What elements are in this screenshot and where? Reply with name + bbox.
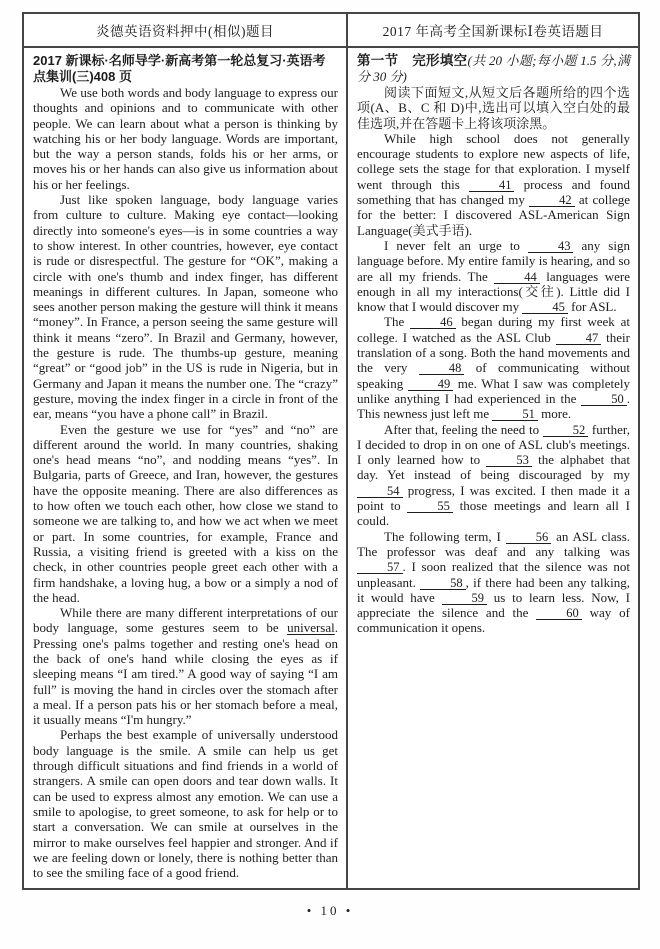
body-paragraph: We use both words and body language to express our thoughts and opinions and to communicate with other people. We can learn about what a person is thinking by watching his or her body language. Words are important, but the way a person stands, folds his or her arms, or moves his or her hands can also give us information about his or her feelings. bbox=[33, 85, 338, 192]
cloze-blank: 48 bbox=[419, 362, 465, 375]
cloze-blank: 53 bbox=[486, 454, 532, 467]
source-heading: 2017 新课标·名师导学·新高考第一轮总复习·英语考点集训(三)408 页 bbox=[33, 53, 326, 84]
left-passage bbox=[33, 85, 338, 880]
body-paragraph: The following term, I 56 an ASL class. The professor was deaf and any talking was 57 . I soon realized that the silence was not unpleasant. 58 , if there had been any talking, it would have 59 us to learn less. Now, I appreciate the silence and the 60 way of communication it opens. bbox=[357, 528, 631, 636]
body-paragraph: While high school does not generally encourage students to explore new aspects of life, college sets the stage for that exploration. I myself went through this 41 process and found something that has changed my 42 at college for the better: I discovered ASL-American Sign Language(美式手语). bbox=[357, 130, 630, 238]
cloze-blank: 50 bbox=[581, 393, 627, 406]
header-right-title: 2017 年高考全国新课标Ⅰ卷英语题目 bbox=[382, 24, 604, 39]
section-heading-score-note: (共 20 小题;每小题 1.5 分,满分 30 分) bbox=[357, 53, 630, 84]
right-column-cell bbox=[348, 48, 638, 888]
cloze-blank: 52 bbox=[543, 424, 589, 437]
cloze-blank: 51 bbox=[492, 408, 538, 421]
cloze-blank: 55 bbox=[407, 500, 453, 513]
body-paragraph: Perhaps the best example of universally understood body language is the smile. A smile can help us get through difficult situations and find friends in a world of strangers. A smile can open doors and tear down walls. It can be used to express almost any emotion. We can use a smile to apologise, to greet someone, to ask for help or to start a conversation. We can smile at ourselves in the mirror to make ourselves feel happier and stronger. And if we are feeling down or lonely, there is nothing better than to see the smiling face of a good friend. bbox=[33, 727, 338, 881]
body-paragraph: After that, feeling the need to 52 further, I decided to drop in on one of ASL club's meetings. I only learned how to 53 the alphabet that day. Yet instead of being discouraged by my 54 progress, I was excited. I then made it a point to 55 those meetings and learn all I could. bbox=[357, 421, 630, 529]
comparison-table bbox=[22, 12, 640, 890]
section-heading bbox=[357, 53, 630, 85]
cloze-instruction: 阅读下面短文,从短文后各题所给的四个选项(A、B、C 和 D)中,选出可以填入空白处的最佳选项,并在答题卡上将该项涂黑。 bbox=[357, 85, 630, 131]
cloze-blank: 58 bbox=[420, 577, 466, 590]
cloze-blank: 42 bbox=[529, 194, 575, 207]
body-paragraph: Just like spoken language, body language varies from culture to culture. Making eye contact—looking directly into someone's eyes—is in some countries a way to show interest. In other countries, however, eye contact is rude or disrespectful. The gesture for “OK”, making a circle with one's thumb and index finger, has different meanings in different cultures. In Japan, someone who sees another person making the gesture will think it means “money”. In France, a person seeing the same gesture will think it means “zero”. In Brazil and Germany, however, the gesture is rude. The thumbs-up gesture, meaning “great” or “good job” in the US is rude in Nigeria, but in Germany and Japan it means the number one. The “crazy” gesture, moving the index finger in a circle in front of the ear, means “you have a phone call” in Brazil. bbox=[33, 192, 338, 422]
footer-page-number: • 10 • bbox=[306, 903, 354, 918]
cloze-blank: 47 bbox=[556, 332, 602, 345]
cloze-blank: 49 bbox=[408, 378, 454, 391]
cloze-blank: 46 bbox=[410, 316, 456, 329]
body-paragraph: Even the gesture we use for “yes” and “no” are different around the world. In many countries, shaking one's head means “no”, and nodding means “yes”. In Bulgaria, parts of Greece, and Iran, however, the gestures have the opposite meaning. There are also differences as to how often we touch each other, how close we stand to someone we are talking to, and how we act when we meet or part. In some countries, for example, France and Russia, a visiting friend is greeted with a kiss on the check, in other countries people greet each other with a firm handshake, a loving hug, a bow or a simply a nod of the head. bbox=[33, 421, 338, 605]
cloze-blank: 59 bbox=[442, 592, 488, 605]
section-heading-title: 第一节 完形填空 bbox=[357, 53, 468, 68]
header-cell-right bbox=[348, 14, 638, 48]
cloze-blank: 45 bbox=[522, 301, 568, 314]
underlined-word: universal bbox=[287, 620, 335, 636]
cloze-blank: 41 bbox=[469, 179, 515, 192]
cloze-blank: 57 bbox=[357, 561, 403, 574]
body-paragraph: I never felt an urge to 43 any sign language before. My entire family is hearing, and so are all my friends. The 44 languages were enough in all my interactions(交往). Little did I know that I would discover my 45 for ASL. bbox=[357, 237, 630, 315]
body-paragraph: While there are many different interpretations of our body language, some gestures seem to be universal. Pressing one's palms together and resting one's head on the back of one's hand while closing the eyes as if sleeping means “I am tired.” A good way of saying “I am full” is moving the hand in circles over the stomach after a meal. If a person pats his or her stomach before a meal, it usually means “I'm hungry.” bbox=[33, 605, 338, 728]
cloze-blank: 56 bbox=[506, 531, 552, 544]
cloze-blank: 60 bbox=[536, 607, 582, 620]
header-left-title: 炎德英语资料押中(相似)题目 bbox=[96, 24, 274, 39]
left-column-cell bbox=[24, 48, 348, 888]
body-paragraph: The 46 began during my first week at college. I watched as the ASL Club 47 their translation of a song. Both the hand movements and the very 48 of communicating without speaking 49 me. What I saw was completely unlike anything I had experienced in the 50 . This newness just left me 51 more. bbox=[357, 314, 631, 422]
cloze-blank: 43 bbox=[528, 240, 574, 253]
cloze-blank: 54 bbox=[357, 485, 403, 498]
header-cell-left bbox=[24, 14, 348, 48]
cloze-passage bbox=[357, 131, 630, 636]
cloze-blank: 44 bbox=[494, 271, 540, 284]
